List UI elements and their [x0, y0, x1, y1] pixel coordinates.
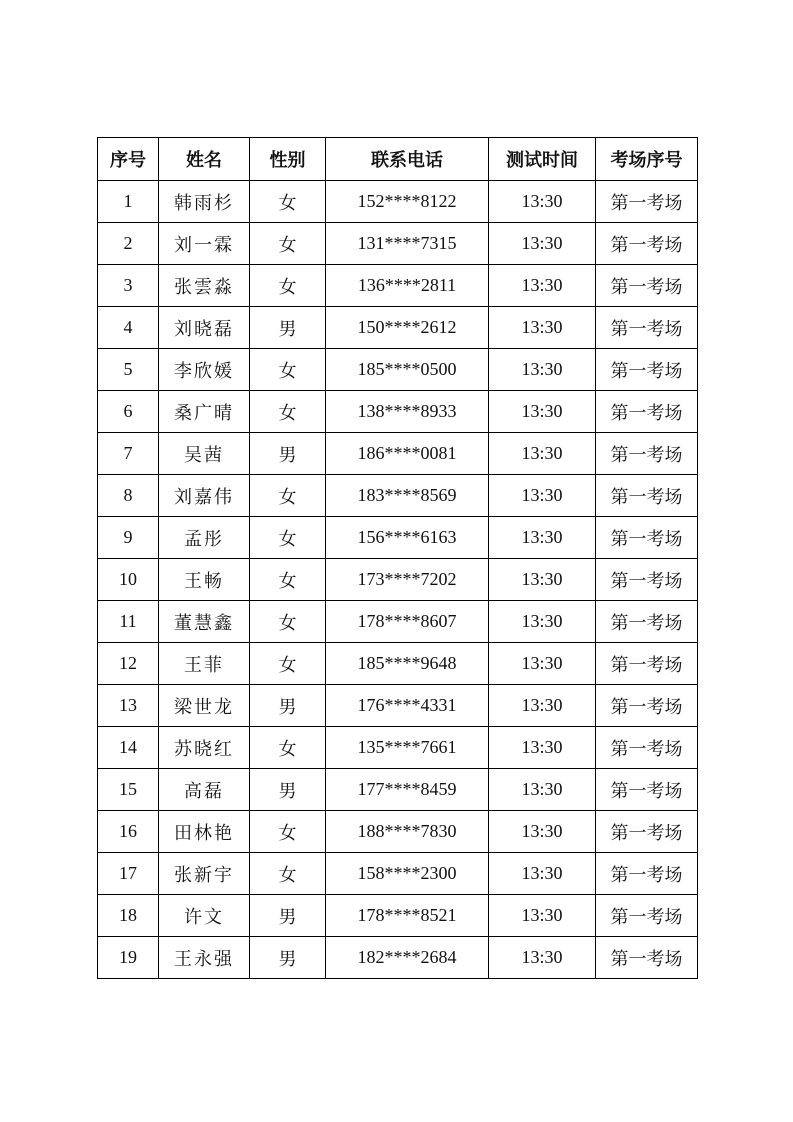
cell-name: 许文 [159, 895, 250, 937]
cell-gender: 女 [250, 559, 326, 601]
cell-gender: 女 [250, 349, 326, 391]
cell-phone: 173****7202 [326, 559, 489, 601]
table-row [98, 307, 698, 349]
table-row [98, 811, 698, 853]
cell-name: 桑广晴 [159, 391, 250, 433]
cell-serial: 7 [98, 433, 159, 475]
cell-room: 第一考场 [596, 727, 698, 769]
cell-time: 13:30 [489, 559, 596, 601]
cell-name: 苏晓红 [159, 727, 250, 769]
table-body [98, 181, 698, 979]
cell-room: 第一考场 [596, 349, 698, 391]
table-row [98, 643, 698, 685]
cell-time: 13:30 [489, 223, 596, 265]
cell-phone: 150****2612 [326, 307, 489, 349]
cell-serial: 15 [98, 769, 159, 811]
table-row [98, 853, 698, 895]
cell-room: 第一考场 [596, 181, 698, 223]
cell-gender: 女 [250, 181, 326, 223]
cell-gender: 女 [250, 265, 326, 307]
cell-phone: 176****4331 [326, 685, 489, 727]
table-row [98, 349, 698, 391]
cell-name: 董慧鑫 [159, 601, 250, 643]
cell-gender: 男 [250, 685, 326, 727]
cell-room: 第一考场 [596, 601, 698, 643]
cell-phone: 178****8521 [326, 895, 489, 937]
cell-gender: 男 [250, 307, 326, 349]
cell-phone: 185****0500 [326, 349, 489, 391]
cell-phone: 186****0081 [326, 433, 489, 475]
cell-serial: 9 [98, 517, 159, 559]
cell-time: 13:30 [489, 895, 596, 937]
cell-time: 13:30 [489, 517, 596, 559]
cell-phone: 135****7661 [326, 727, 489, 769]
cell-gender: 男 [250, 433, 326, 475]
cell-gender: 女 [250, 811, 326, 853]
table-row [98, 223, 698, 265]
cell-gender: 女 [250, 643, 326, 685]
cell-room: 第一考场 [596, 559, 698, 601]
cell-serial: 3 [98, 265, 159, 307]
table-row [98, 391, 698, 433]
cell-time: 13:30 [489, 937, 596, 979]
cell-time: 13:30 [489, 769, 596, 811]
table-row [98, 517, 698, 559]
cell-gender: 女 [250, 223, 326, 265]
table-row [98, 769, 698, 811]
header-cell-name: 姓名 [159, 138, 250, 181]
cell-time: 13:30 [489, 433, 596, 475]
cell-gender: 女 [250, 475, 326, 517]
cell-gender: 女 [250, 853, 326, 895]
cell-room: 第一考场 [596, 517, 698, 559]
cell-room: 第一考场 [596, 307, 698, 349]
cell-time: 13:30 [489, 475, 596, 517]
table-row [98, 937, 698, 979]
cell-serial: 11 [98, 601, 159, 643]
cell-room: 第一考场 [596, 643, 698, 685]
cell-serial: 16 [98, 811, 159, 853]
cell-time: 13:30 [489, 685, 596, 727]
cell-room: 第一考场 [596, 685, 698, 727]
cell-time: 13:30 [489, 307, 596, 349]
cell-phone: 138****8933 [326, 391, 489, 433]
cell-gender: 女 [250, 391, 326, 433]
cell-time: 13:30 [489, 727, 596, 769]
cell-serial: 12 [98, 643, 159, 685]
cell-gender: 男 [250, 769, 326, 811]
cell-serial: 14 [98, 727, 159, 769]
table-row [98, 433, 698, 475]
cell-room: 第一考场 [596, 811, 698, 853]
cell-time: 13:30 [489, 391, 596, 433]
cell-phone: 185****9648 [326, 643, 489, 685]
cell-serial: 8 [98, 475, 159, 517]
cell-serial: 5 [98, 349, 159, 391]
cell-name: 张雲淼 [159, 265, 250, 307]
cell-serial: 18 [98, 895, 159, 937]
cell-room: 第一考场 [596, 895, 698, 937]
header-cell-time: 测试时间 [489, 138, 596, 181]
cell-name: 李欣媛 [159, 349, 250, 391]
cell-gender: 男 [250, 937, 326, 979]
cell-room: 第一考场 [596, 475, 698, 517]
cell-name: 刘嘉伟 [159, 475, 250, 517]
table-row [98, 727, 698, 769]
header-row [98, 138, 698, 181]
cell-serial: 13 [98, 685, 159, 727]
cell-gender: 女 [250, 727, 326, 769]
cell-phone: 177****8459 [326, 769, 489, 811]
cell-name: 刘晓磊 [159, 307, 250, 349]
cell-phone: 152****8122 [326, 181, 489, 223]
cell-room: 第一考场 [596, 853, 698, 895]
cell-serial: 17 [98, 853, 159, 895]
cell-time: 13:30 [489, 643, 596, 685]
cell-name: 吴茜 [159, 433, 250, 475]
table-row [98, 685, 698, 727]
table-row [98, 601, 698, 643]
cell-time: 13:30 [489, 181, 596, 223]
cell-phone: 182****2684 [326, 937, 489, 979]
cell-time: 13:30 [489, 349, 596, 391]
cell-name: 王畅 [159, 559, 250, 601]
cell-phone: 183****8569 [326, 475, 489, 517]
cell-serial: 10 [98, 559, 159, 601]
cell-serial: 6 [98, 391, 159, 433]
cell-serial: 2 [98, 223, 159, 265]
cell-name: 孟彤 [159, 517, 250, 559]
cell-phone: 156****6163 [326, 517, 489, 559]
table-row [98, 475, 698, 517]
header-cell-phone: 联系电话 [326, 138, 489, 181]
cell-gender: 男 [250, 895, 326, 937]
cell-time: 13:30 [489, 853, 596, 895]
cell-name: 王菲 [159, 643, 250, 685]
cell-room: 第一考场 [596, 265, 698, 307]
cell-room: 第一考场 [596, 769, 698, 811]
cell-name: 刘一霖 [159, 223, 250, 265]
cell-time: 13:30 [489, 265, 596, 307]
cell-name: 张新宇 [159, 853, 250, 895]
cell-room: 第一考场 [596, 391, 698, 433]
cell-gender: 女 [250, 601, 326, 643]
cell-room: 第一考场 [596, 223, 698, 265]
cell-serial: 4 [98, 307, 159, 349]
cell-name: 高磊 [159, 769, 250, 811]
cell-gender: 女 [250, 517, 326, 559]
cell-serial: 1 [98, 181, 159, 223]
cell-room: 第一考场 [596, 937, 698, 979]
cell-phone: 158****2300 [326, 853, 489, 895]
cell-time: 13:30 [489, 811, 596, 853]
cell-name: 韩雨杉 [159, 181, 250, 223]
exam-roster-table [97, 137, 698, 979]
cell-time: 13:30 [489, 601, 596, 643]
header-cell-gender: 性别 [250, 138, 326, 181]
cell-phone: 188****7830 [326, 811, 489, 853]
table-header [98, 138, 698, 181]
header-cell-room: 考场序号 [596, 138, 698, 181]
cell-phone: 178****8607 [326, 601, 489, 643]
cell-serial: 19 [98, 937, 159, 979]
header-cell-serial: 序号 [98, 138, 159, 181]
cell-room: 第一考场 [596, 433, 698, 475]
table-row [98, 559, 698, 601]
cell-phone: 131****7315 [326, 223, 489, 265]
table-row [98, 895, 698, 937]
table-row [98, 181, 698, 223]
cell-phone: 136****2811 [326, 265, 489, 307]
cell-name: 王永强 [159, 937, 250, 979]
cell-name: 田林艳 [159, 811, 250, 853]
cell-name: 梁世龙 [159, 685, 250, 727]
table-row [98, 265, 698, 307]
